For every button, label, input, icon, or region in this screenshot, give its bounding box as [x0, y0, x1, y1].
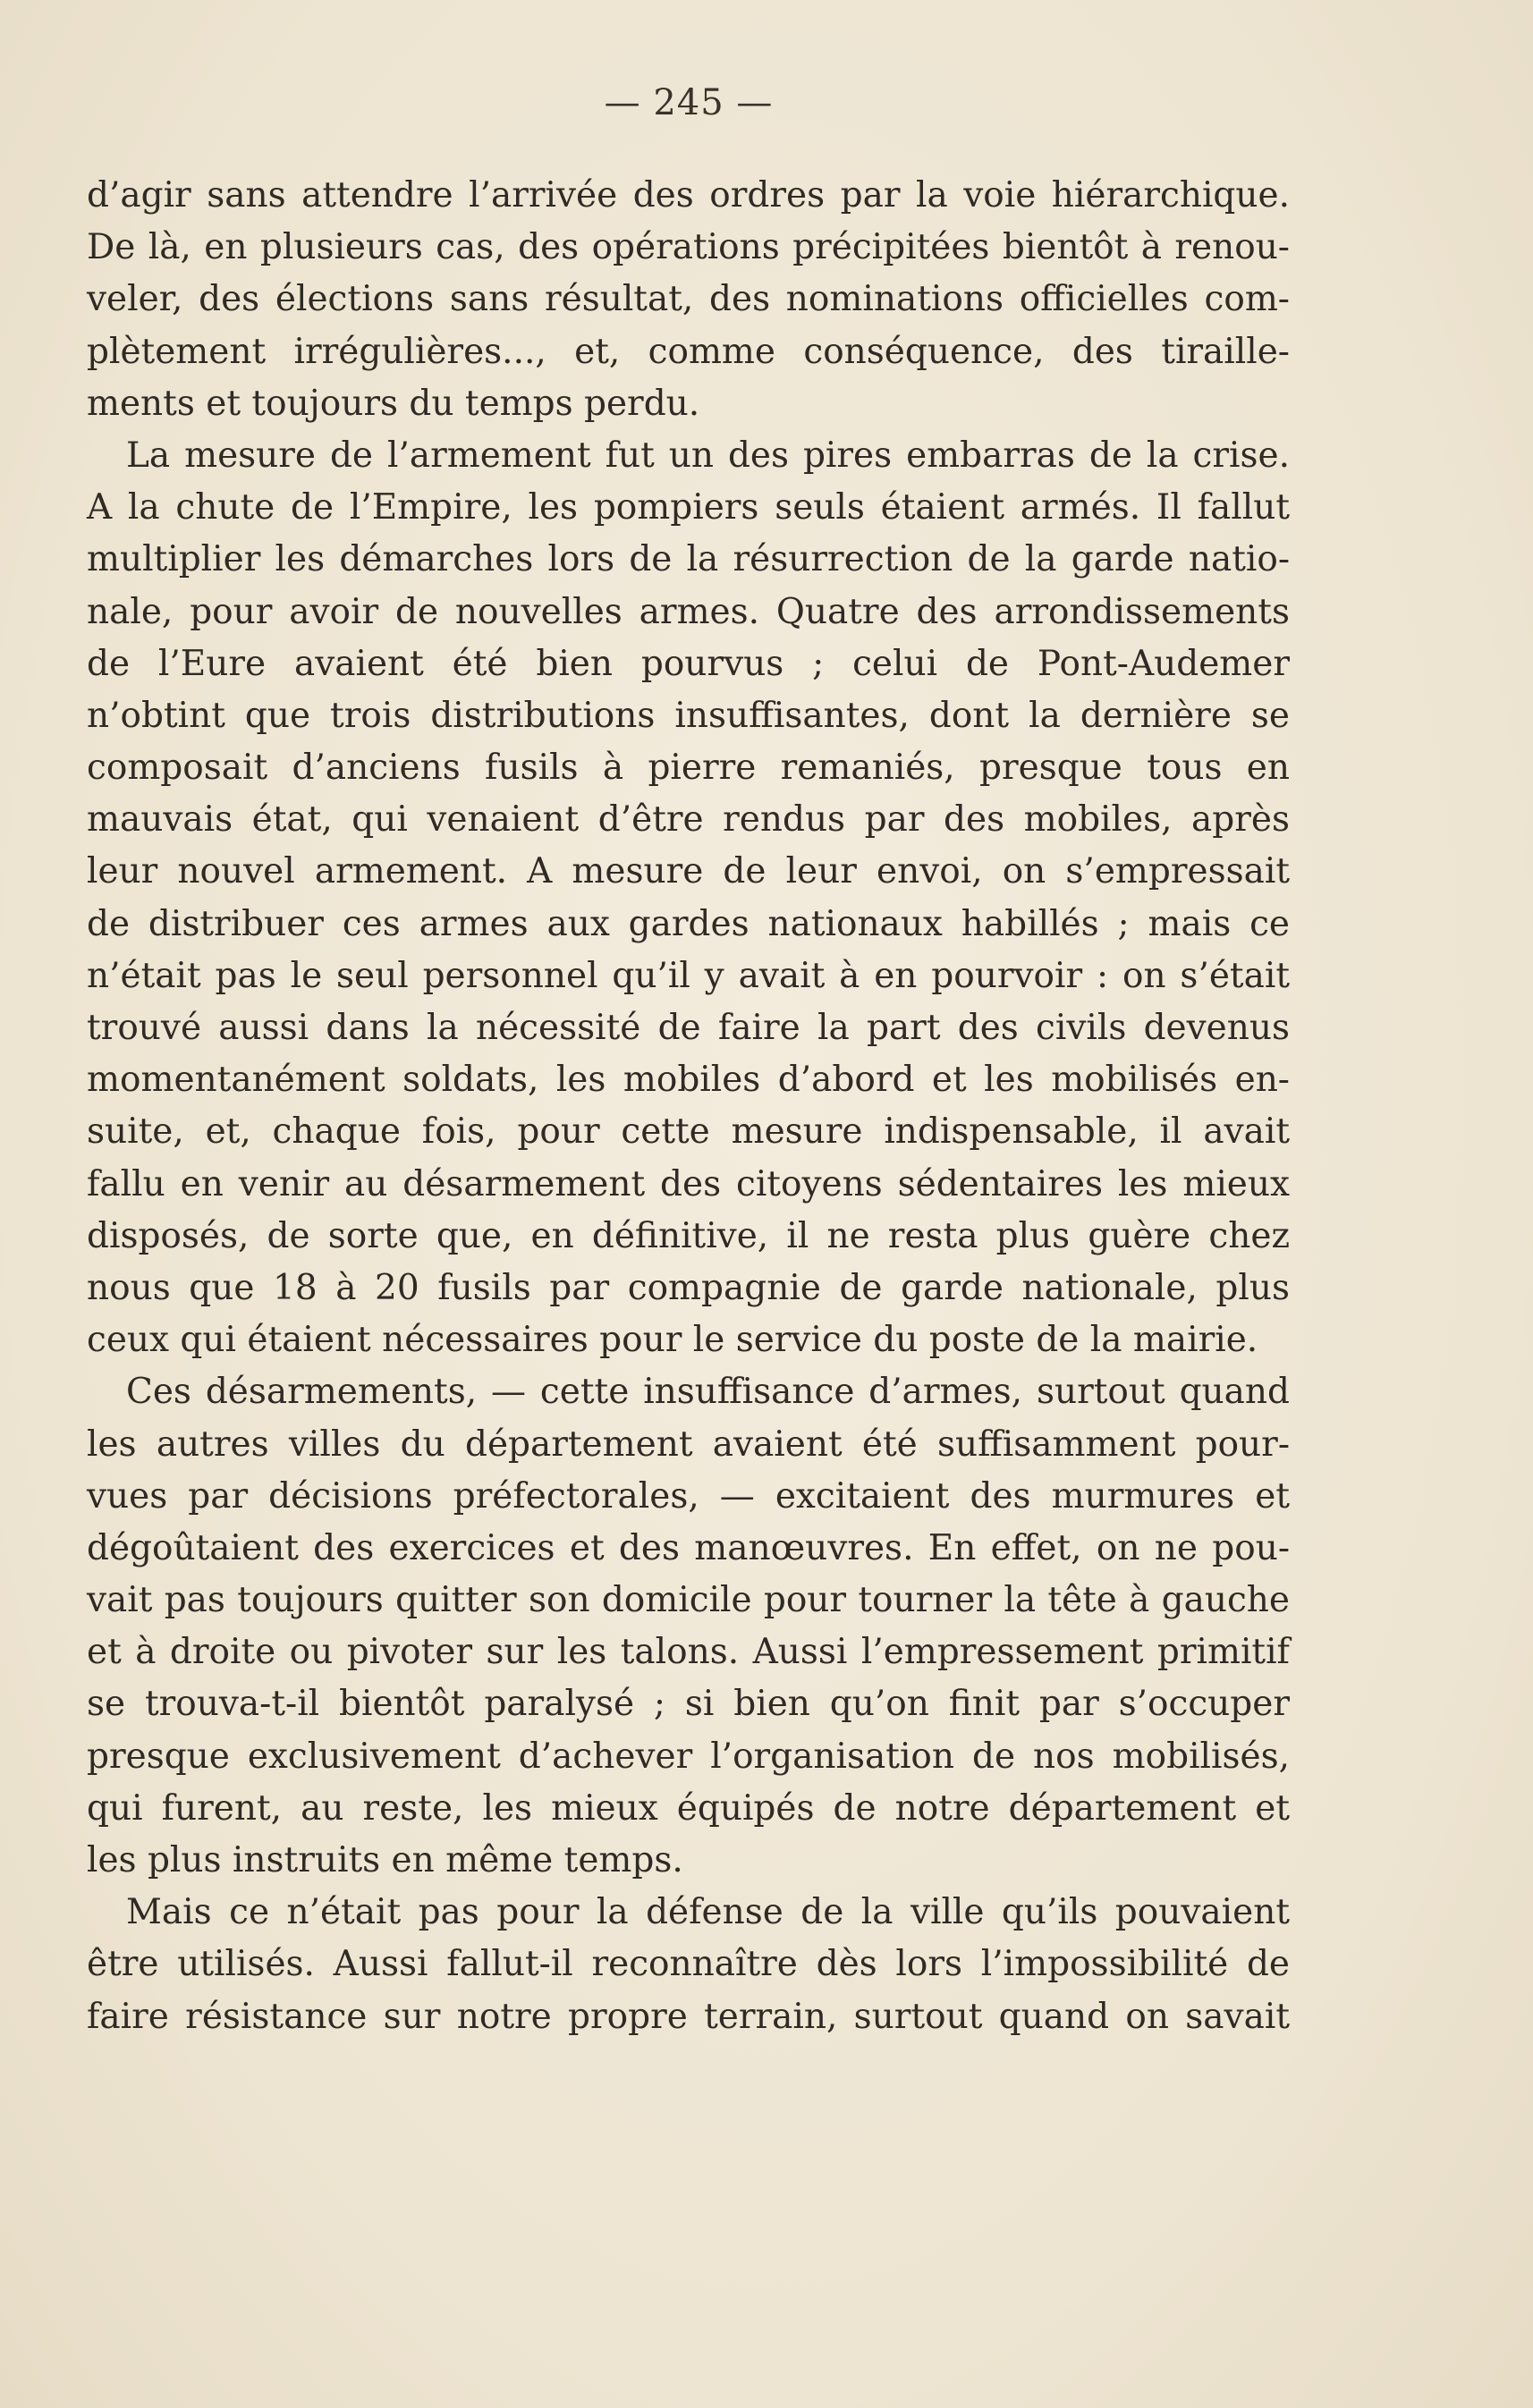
body-text	[87, 170, 1290, 2043]
text-line: de l’Eure avaient été bien pourvus ; celui de Pont-Audemer	[87, 643, 1290, 684]
paragraph-start-line: Ces désarmements, — cette insuffisance d’armes, surtout quand	[126, 1372, 1290, 1413]
text-line: de distribuer ces armes aux gardes nationaux habillés ; mais ce	[87, 903, 1290, 944]
text-line: faire résistance sur notre propre terrain, surtout quand on savait	[87, 1996, 1290, 2037]
text-line: presque exclusivement d’achever l’organisation de nos mobilisés,	[87, 1736, 1290, 1777]
text-line: ments et toujours du temps perdu.	[87, 383, 700, 424]
text-line: composait d’anciens fusils à pierre remaniés, presque tous en	[87, 748, 1290, 789]
text-line: trouvé aussi dans la nécessité de faire la part des civils devenus	[87, 1008, 1290, 1048]
text-line: plètement irrégulières..., et, comme conséquence, des tiraille-	[87, 331, 1290, 372]
text-line: n’était pas le seul personnel qu’il y avait à en pourvoir : on s’était	[87, 955, 1290, 996]
text-line: nous que 18 à 20 fusils par compagnie de garde nationale, plus	[87, 1267, 1290, 1308]
text-line: les plus instruits en même temps.	[87, 1840, 683, 1880]
paragraph-start-line: Mais ce n’était pas pour la défense de la ville qu’ils pouvaient	[126, 1892, 1290, 1933]
paragraph-start-line: La mesure de l’armement fut un des pires embarras de la crise.	[126, 435, 1290, 476]
text-line: A la chute de l’Empire, les pompiers seuls étaient armés. Il fallut	[87, 487, 1290, 528]
text-line: vait pas toujours quitter son domicile pour tourner la tête à gauche	[87, 1580, 1290, 1621]
text-line: suite, et, chaque fois, pour cette mesure indispensable, il avait	[87, 1111, 1290, 1153]
text-line: se trouva-t-il bientôt paralysé ; si bien qu’on finit par s’occuper	[87, 1684, 1290, 1725]
text-line: et à droite ou pivoter sur les talons. Aussi l’empressement primitif	[87, 1632, 1290, 1673]
text-line: mauvais état, qui venaient d’être rendus par des mobiles, après	[87, 799, 1290, 841]
text-line: les autres villes du département avaient été suffisamment pour-	[87, 1424, 1290, 1465]
text-line: dégoûtaient des exercices et des manœuvres. En effet, on ne pou-	[87, 1527, 1290, 1568]
text-line: fallu en venir au désarmement des citoyens sédentaires les mieux	[87, 1163, 1290, 1204]
text-line: n’obtint que trois distributions insuffisantes, dont la dernière se	[87, 695, 1290, 736]
text-line: ceux qui étaient nécessaires pour le service du poste de la mairie.	[87, 1320, 1258, 1361]
text-line: être utilisés. Aussi fallut-il reconnaître dès lors l’impossibilité de	[87, 1944, 1290, 1985]
page-number: — 245 —	[604, 82, 774, 123]
text-line: De là, en plusieurs cas, des opérations précipitées bientôt à renou-	[87, 227, 1290, 268]
text-line: veler, des élections sans résultat, des nominations officielles com-	[87, 279, 1290, 320]
text-line: leur nouvel armement. A mesure de leur envoi, on s’empressait	[87, 851, 1290, 892]
text-line: momentanément soldats, les mobiles d’abord et les mobilisés en-	[87, 1060, 1290, 1101]
text-line: multiplier les démarches lors de la résurrection de la garde natio-	[87, 539, 1290, 580]
text-line: vues par décisions préfectorales, — excitaient des murmures et	[87, 1475, 1290, 1517]
text-line: qui furent, au reste, les mieux équipés de notre département et	[87, 1787, 1290, 1829]
text-line: nale, pour avoir de nouvelles armes. Quatre des arrondissements	[87, 591, 1290, 632]
text-line: disposés, de sorte que, en définitive, il ne resta plus guère chez	[87, 1215, 1290, 1256]
text-line: d’agir sans attendre l’arrivée des ordres par la voie hiérarchique.	[87, 175, 1290, 215]
